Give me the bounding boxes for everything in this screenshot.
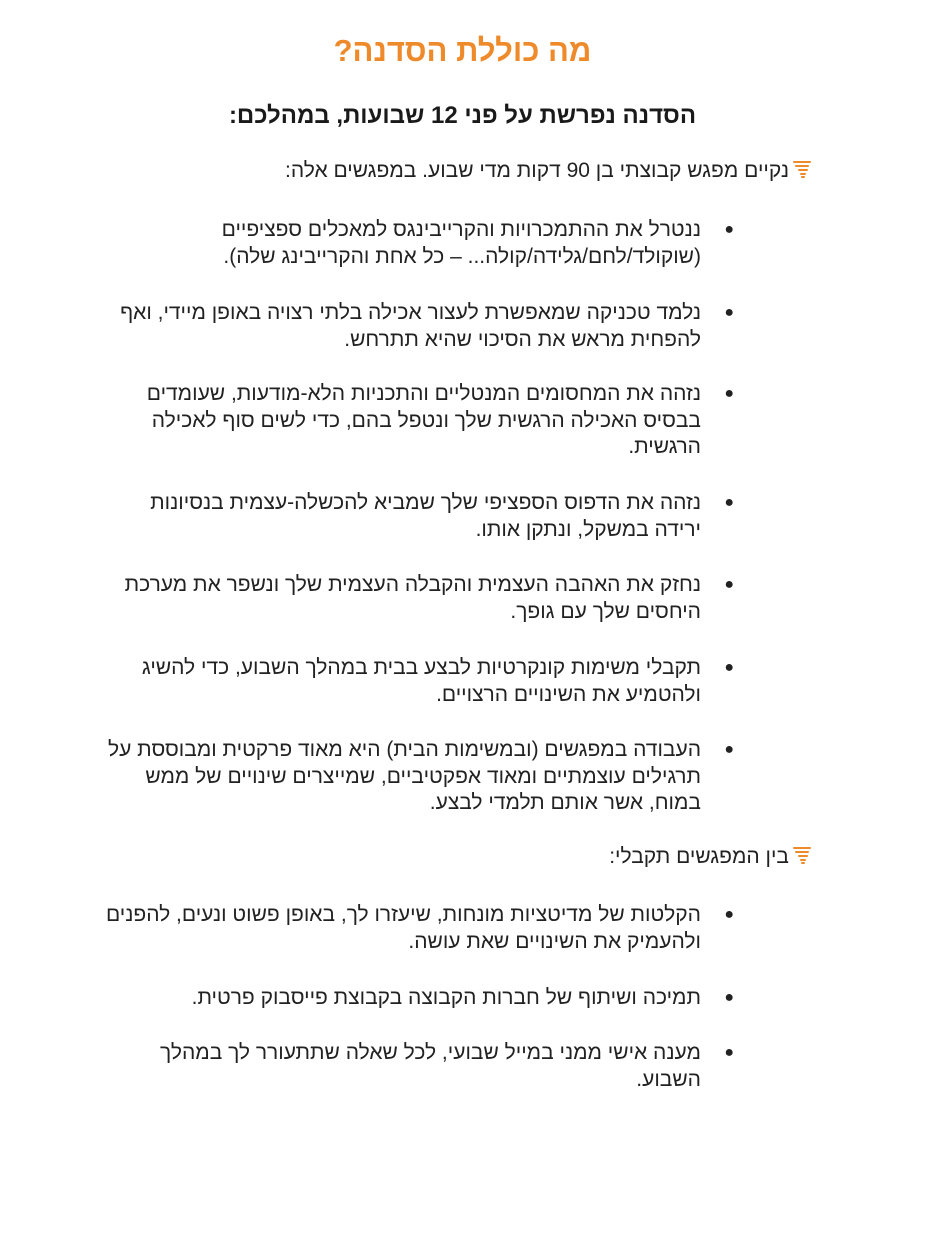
- list-item-text: נזהה את הדפוס הספציפי שלך שמביא להכשלה-עצמית בנסיונות ירידה במשקל, ונתקן אותו.: [150, 491, 701, 541]
- list-item: [101, 655, 734, 708]
- list-item-text: תמיכה ושיתוף של חברות הקבוצה בקבוצת פייסבוק פרטית.: [191, 986, 701, 1009]
- bullet-icon: ●: [724, 989, 734, 1006]
- list-item-text: נלמד טכניקה שמאפשרת לעצור אכילה בלתי רצויה באופן מיידי, ואף להפחית מראש את הסיכוי שהיא תתרחש.: [120, 301, 701, 351]
- page-title: מה כוללת הסדנה?: [333, 33, 592, 68]
- list-item: [101, 985, 734, 1012]
- section2-intro: [69, 843, 789, 871]
- list-item-text: ננטרל את ההתמכרויות והקרייבינגס למאכלים ספציפיים (שוקולד/לחם/גלידה/קולה... – כל אחת והקרייבינג שלה).: [221, 218, 701, 268]
- tornado-icon: [792, 159, 812, 179]
- list-item-text: מענה אישי ממני במייל שבועי, לכל שאלה שתתעורר לך במהלך השבוע.: [160, 1041, 701, 1091]
- bullet-icon: ●: [724, 659, 734, 676]
- bullet-icon: ●: [724, 1044, 734, 1061]
- bullet-icon: ●: [724, 221, 734, 238]
- list-item: [101, 381, 734, 461]
- bullet-icon: ●: [724, 494, 734, 511]
- list-item-text: הקלטות של מדיטציות מונחות, שיעזרו לך, באופן פשוט ונעים, להפנים ולהעמיק את השינויים שאת עושה.: [105, 903, 701, 953]
- bullet-icon: ●: [724, 576, 734, 593]
- list-item: [101, 737, 734, 817]
- list-item: [101, 300, 734, 353]
- bullet-icon: ●: [724, 741, 734, 758]
- tornado-icon: [792, 845, 812, 865]
- list-item: [101, 490, 734, 543]
- list-item-text: תקבלי משימות קונקרטיות לבצע בבית במהלך השבוע, כדי להשיג ולהטמיע את השינויים הרצויים.: [141, 656, 701, 706]
- list-item-text: נחזק את האהבה העצמית והקבלה העצמית שלך ונשפר את מערכת היחסים שלך עם גופך.: [124, 573, 701, 623]
- bullet-icon: ●: [724, 385, 734, 402]
- bullet-icon: ●: [724, 906, 734, 923]
- list-item: [101, 217, 734, 270]
- section1-intro-text: נקיים מפגש קבוצתי בן 90 דקות מדי שבוע. במפגשים אלה:: [285, 159, 789, 182]
- list-item-text: נזהה את המחסומים המנטליים והתכניות הלא-מודעות, שעומדים בבסיס האכילה הרגשית שלך ונטפל בהם, כדי לשים סוף לאכילה הרגשית.: [146, 382, 701, 458]
- section1-intro: [69, 157, 789, 185]
- list-item-text: העבודה במפגשים (ובמשימות הבית) היא מאוד פרקטית ומבוססת על תרגילים עוצמתיים ומאוד אפקטיביים, שמייצרים שינויים של ממש במוח, אשר אותם תלמדי לבצע.: [107, 738, 701, 814]
- list-item: [101, 1040, 734, 1093]
- list-item: [101, 572, 734, 625]
- page-subtitle: הסדנה נפרשת על פני 12 שבועות, במהלכם:: [228, 102, 697, 129]
- list-item: [101, 902, 734, 955]
- bullet-icon: ●: [724, 304, 734, 321]
- section2-intro-text: בין המפגשים תקבלי:: [609, 845, 789, 868]
